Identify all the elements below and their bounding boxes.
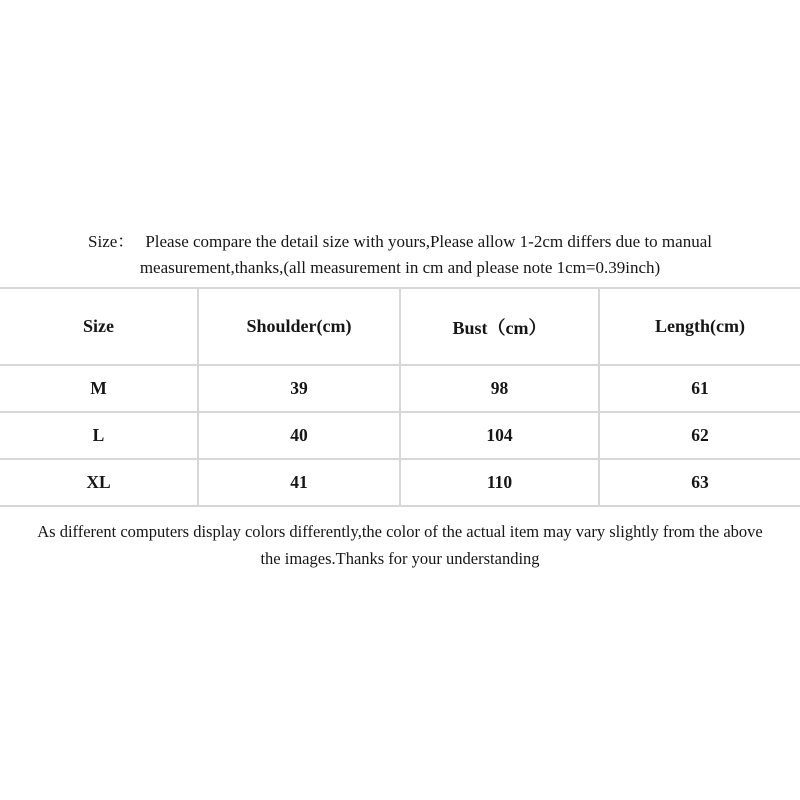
table-row-xl	[0, 459, 800, 506]
cell-shoulder-l: 40	[198, 412, 400, 459]
col-header-length: Length(cm)	[599, 288, 800, 365]
table-row-m	[0, 365, 800, 412]
cell-length-l: 62	[599, 412, 800, 459]
size-note	[0, 229, 800, 281]
size-note-text-1: Please compare the detail size with yours,Please allow 1-2cm differs due to manual	[145, 232, 712, 251]
cell-shoulder-xl: 41	[198, 459, 400, 506]
color-disclaimer-line1: As different computers display colors differently,the color of the actual item may vary slightly from the above	[37, 522, 763, 541]
cell-length-xl: 63	[599, 459, 800, 506]
size-chart-table	[0, 287, 800, 507]
col-header-size: Size	[0, 288, 198, 365]
table-header-row	[0, 288, 800, 365]
cell-length-m: 61	[599, 365, 800, 412]
cell-bust-xl: 110	[400, 459, 599, 506]
cell-size-l: L	[0, 412, 198, 459]
size-label: Size：	[88, 232, 135, 251]
cell-bust-m: 98	[400, 365, 599, 412]
col-header-shoulder: Shoulder(cm)	[198, 288, 400, 365]
size-note-line1	[0, 229, 800, 255]
cell-size-xl: XL	[0, 459, 198, 506]
table-row-l	[0, 412, 800, 459]
cell-bust-l: 104	[400, 412, 599, 459]
cell-size-m: M	[0, 365, 198, 412]
color-disclaimer	[0, 518, 800, 572]
size-note-line2: measurement,thanks,(all measurement in cm and please note 1cm=0.39inch)	[139, 258, 661, 277]
col-header-bust: Bust（cm）	[400, 288, 599, 365]
cell-shoulder-m: 39	[198, 365, 400, 412]
color-disclaimer-line2: the images.Thanks for your understanding	[260, 549, 540, 568]
